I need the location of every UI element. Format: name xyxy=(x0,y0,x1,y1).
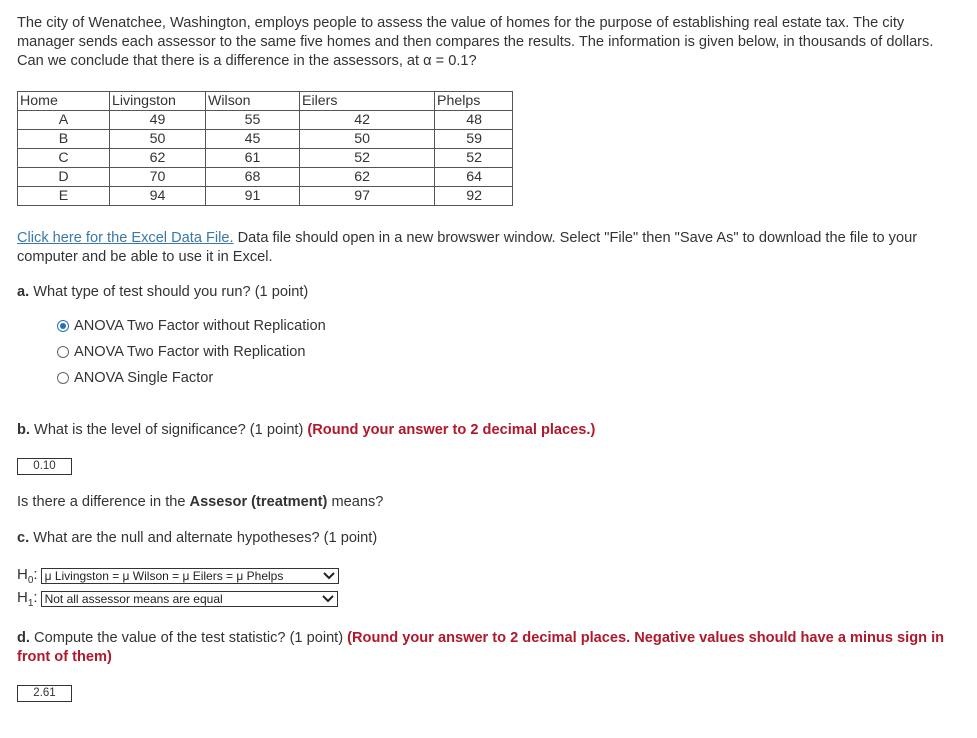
table-cell: 59 xyxy=(435,130,513,149)
h0-selected-value: μ Livingston = μ Wilson = μ Eilers = μ Phelps xyxy=(44,569,284,583)
h1-row xyxy=(17,589,338,609)
table-cell: 91 xyxy=(206,187,300,206)
table-cell: 62 xyxy=(300,168,435,187)
table-cell: A xyxy=(18,111,110,130)
table-cell: D xyxy=(18,168,110,187)
h0-select[interactable] xyxy=(41,568,339,584)
table-cell: 61 xyxy=(206,149,300,168)
col-header-eilers: Eilers xyxy=(300,92,435,111)
table-row xyxy=(18,130,513,149)
table-cell: 50 xyxy=(300,130,435,149)
table-row xyxy=(18,168,513,187)
question-b-label: b. xyxy=(17,422,30,438)
col-header-home: Home xyxy=(18,92,110,111)
table-cell: E xyxy=(18,187,110,206)
table-cell: 52 xyxy=(435,149,513,168)
col-header-livingston: Livingston xyxy=(110,92,206,111)
difference-question xyxy=(17,493,383,512)
difference-bold: Assesor (treatment) xyxy=(189,494,328,510)
table-cell: 70 xyxy=(110,168,206,187)
radio-unchecked-icon[interactable] xyxy=(57,346,69,358)
question-b-text: What is the level of significance? (1 point) xyxy=(29,422,308,438)
assessor-table xyxy=(17,91,513,206)
table-cell: 50 xyxy=(110,130,206,149)
table-cell: C xyxy=(18,149,110,168)
table-cell: 92 xyxy=(435,187,513,206)
table-row xyxy=(18,187,513,206)
table-cell: 42 xyxy=(300,111,435,130)
radio-unchecked-icon[interactable] xyxy=(57,372,69,384)
table-cell: 62 xyxy=(110,149,206,168)
table-header-row xyxy=(18,92,513,111)
table-cell: 64 xyxy=(435,168,513,187)
table-row xyxy=(18,111,513,130)
question-a-label: a. xyxy=(17,284,30,300)
radio-option-single-factor[interactable] xyxy=(57,368,213,388)
table-cell: 94 xyxy=(110,187,206,206)
question-d xyxy=(17,629,952,667)
difference-pre: Is there a difference in the xyxy=(17,494,190,510)
radio-option-two-factor-without[interactable] xyxy=(57,316,326,336)
radio-label: ANOVA Two Factor with Replication xyxy=(74,344,306,360)
h1-selected-value: Not all assessor means are equal xyxy=(44,592,223,606)
col-header-wilson: Wilson xyxy=(206,92,300,111)
test-statistic-answer-field[interactable]: 2.61 xyxy=(17,685,72,702)
radio-label: ANOVA Single Factor xyxy=(74,370,214,386)
table-cell: 97 xyxy=(300,187,435,206)
h1-label: $H_1$: xyxy=(17,589,38,609)
question-b xyxy=(17,421,595,440)
chevron-down-icon xyxy=(323,571,335,581)
excel-paragraph xyxy=(17,229,962,267)
col-header-phelps: Phelps xyxy=(435,92,513,111)
excel-data-link[interactable]: Click here for the Excel Data File. xyxy=(17,230,234,246)
radio-checked-icon[interactable] xyxy=(57,320,69,332)
table-cell: B xyxy=(18,130,110,149)
chevron-down-icon xyxy=(322,594,334,604)
table-cell: 55 xyxy=(206,111,300,130)
difference-post: means? xyxy=(327,494,384,510)
radio-label: ANOVA Two Factor without Replication xyxy=(74,318,326,334)
question-d-label: d. xyxy=(17,630,30,646)
h1-select[interactable] xyxy=(41,591,338,607)
excel-instructions: Data file should open in a new browswer window. Select "File" then "Save As" to download the file to your computer and be able to use it in Excel. xyxy=(17,230,918,265)
table-cell: 49 xyxy=(110,111,206,130)
significance-answer-field[interactable]: 0.10 xyxy=(17,458,72,475)
problem-intro: The city of Wenatchee, Washington, employs people to assess the value of homes for the purpose of establishing real estate tax. The city manager sends each assessor to the same five homes and then compares the results. The information is given below, in thousands of dollars. Can we conclude that there is a difference in the assessors, at α = 0.1? xyxy=(17,15,934,69)
h0-row xyxy=(17,566,339,586)
question-b-note: (Round your answer to 2 decimal places.) xyxy=(307,422,596,438)
question-c-text: What are the null and alternate hypotheses? (1 point) xyxy=(29,530,378,546)
h0-label: $H_0$: xyxy=(17,566,38,586)
table-cell: 45 xyxy=(206,130,300,149)
question-a xyxy=(17,283,308,302)
question-d-text: Compute the value of the test statistic? (1 point) xyxy=(29,630,348,646)
radio-option-two-factor-with[interactable] xyxy=(57,342,305,362)
question-d-note: (Round your answer to 2 decimal places. Negative values should have a minus sign in front of them) xyxy=(17,630,945,665)
question-c-label: c. xyxy=(17,530,30,546)
table-cell: 48 xyxy=(435,111,513,130)
question-a-text: What type of test should you run? (1 point) xyxy=(29,284,309,300)
table-cell: 68 xyxy=(206,168,300,187)
table-cell: 52 xyxy=(300,149,435,168)
question-c xyxy=(17,529,377,548)
table-row xyxy=(18,149,513,168)
